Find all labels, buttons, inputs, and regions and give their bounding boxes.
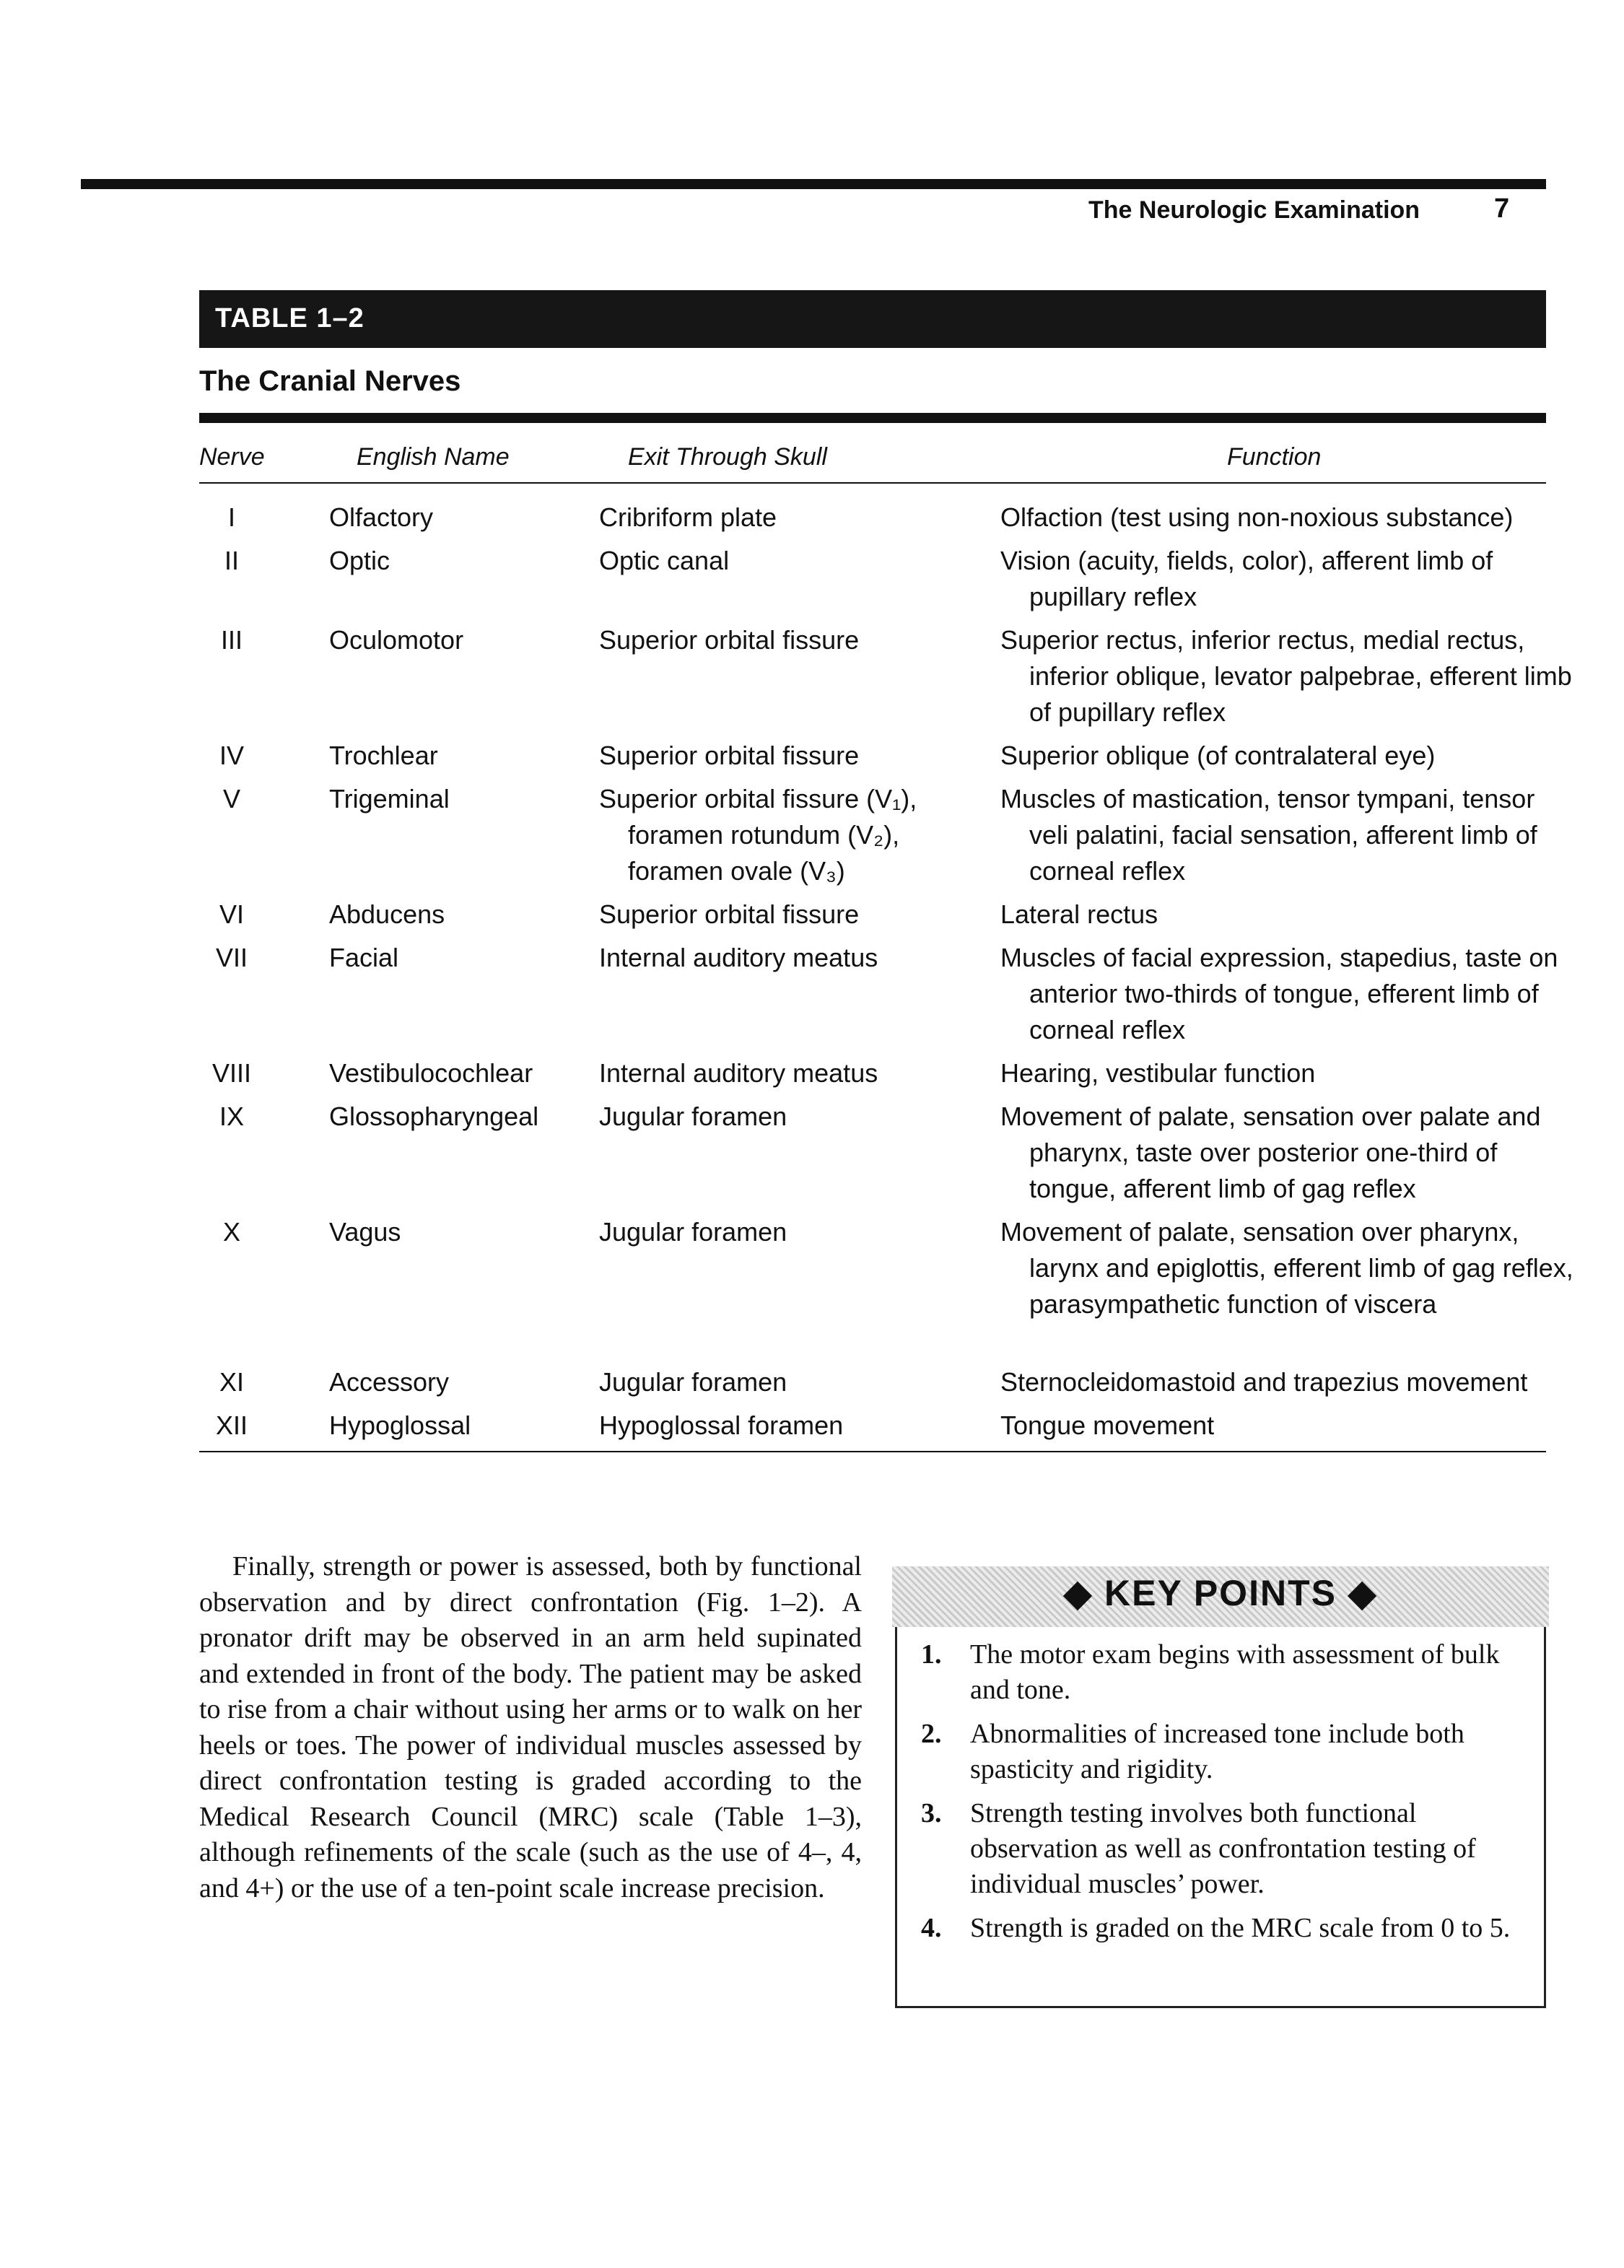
table-head-rule [199,413,1546,423]
key-point-number: 3. [921,1798,942,1828]
nerve-exit: Internal auditory meatus [599,1058,878,1088]
nerve-exit: Superior orbital fissure [599,625,860,655]
nerve-name: Optic [329,546,390,575]
table-banner [199,290,1546,348]
nerve-function: Tongue movement [1000,1410,1215,1440]
nerve-number: IV [219,741,244,770]
nerve-name: Olfactory [329,502,434,532]
nerve-number: XII [215,1410,248,1440]
key-points-list [921,1637,1527,1955]
key-point-number: 1. [921,1639,942,1670]
nerve-number: VIII [211,1058,252,1088]
nerve-number: II [224,546,239,575]
key-point-text: The motor exam begins with assessment of bulk and tone. [970,1639,1500,1705]
nerve-exit: Superior orbital fissure [599,899,860,929]
nerve-function: Superior rectus, inferior rectus, medial rectus, inferior oblique, levator palpebrae, efferent limb of pupillary reflex [1000,625,1572,727]
nerve-function: Muscles of facial expression, stapedius, taste on anterior two-thirds of tongue, efferent limb of corneal reflex [1000,943,1558,1044]
nerve-name: Accessory [329,1367,450,1397]
nerve-name: Vestibulocochlear [329,1058,533,1088]
nerve-function: Olfaction (test using non-noxious substance) [1000,502,1514,532]
nerve-exit: Superior orbital fissure (V₁), foramen rotundum (V₂), foramen ovale (V₃) [599,784,917,886]
nerve-exit: Optic canal [599,546,730,575]
nerve-number: III [220,625,243,655]
key-point-number: 2. [921,1719,942,1749]
nerve-exit: Jugular foramen [599,1217,787,1247]
nerve-name: Oculomotor [329,625,464,655]
key-point-number: 4. [921,1913,942,1943]
table-label: TABLE 1–2 [215,303,364,333]
nerve-name: Trigeminal [329,784,450,814]
table-subhead-rule [199,482,1546,484]
nerve-exit: Jugular foramen [599,1367,787,1397]
nerve-number: XI [219,1367,244,1397]
nerve-number: IX [219,1102,244,1131]
nerve-exit: Superior orbital fissure [599,741,860,770]
key-points-banner [892,1566,1549,1627]
key-point-text: Abnormalities of increased tone include both spasticity and rigidity. [970,1719,1464,1784]
nerve-function: Sternocleidomastoid and trapezius movement [1000,1367,1528,1397]
nerve-name: Glossopharyngeal [329,1102,539,1131]
nerve-name: Facial [329,943,399,972]
nerve-function: Hearing, vestibular function [1000,1058,1316,1088]
nerve-name: Hypoglossal [329,1410,471,1440]
body-paragraph: Finally, strength or power is assessed, both by functional observation and by direct confrontation (Fig. 1–2). A pronator drift may be observed in an arm held supinated and extended in front of the body. The patient may be asked to rise from a chair without using her arms or to walk on her heels or toes. The power of individual muscles assessed by direct confrontation testing is graded according to the Medical Research Council (MRC) scale (Table 1–3), although refinements of the scale (such as the use of 4–, 4, and 4+) or the use of a ten-point scale increase precision. [199,1551,862,1903]
key-point [921,1717,1527,1787]
running-title: The Neurologic Examination [1088,196,1420,224]
key-point-text: Strength testing involves both functional observation as well as confrontation testing of individual muscles’ power. [970,1798,1476,1899]
nerve-number: I [227,502,235,532]
nerve-name: Abducens [329,899,445,929]
nerve-number: X [222,1217,240,1247]
key-point [921,1911,1527,1946]
page-number: 7 [1494,193,1510,224]
nerve-number: VI [219,899,244,929]
nerve-number: VII [215,943,248,972]
nerve-function: Superior oblique (of contralateral eye) [1000,741,1436,770]
column-header-function: Function [1227,443,1322,471]
key-point [921,1637,1527,1708]
key-point [921,1796,1527,1902]
nerve-function: Movement of palate, sensation over pharynx, larynx and epiglottis, efferent limb of gag reflex, parasympathetic function of viscera [1000,1217,1573,1319]
nerve-exit: Hypoglossal foramen [599,1410,844,1440]
table-title: The Cranial Nerves [199,365,461,397]
nerve-number: V [222,784,240,814]
nerve-function: Vision (acuity, fields, color), afferent limb of pupillary reflex [1000,546,1493,611]
column-header-exit: Exit Through Skull [628,443,827,471]
nerve-name: Trochlear [329,741,438,770]
nerve-name: Vagus [329,1217,401,1247]
header-rule [81,179,1546,189]
column-header-nerve: Nerve [199,443,265,471]
nerve-exit: Internal auditory meatus [599,943,878,972]
nerve-exit: Cribriform plate [599,502,777,532]
column-header-english-name: English Name [357,443,510,471]
table-bottom-rule [199,1451,1546,1452]
key-points-title: ◆ KEY POINTS ◆ [1063,1573,1378,1613]
nerve-function: Muscles of mastication, tensor tympani, tensor veli palatini, facial sensation, afferent limb of corneal reflex [1000,784,1537,886]
key-point-text: Strength is graded on the MRC scale from 0 to 5. [970,1913,1511,1943]
nerve-exit: Jugular foramen [599,1102,787,1131]
nerve-function: Movement of palate, sensation over palate and pharynx, taste over posterior one-third of tongue, afferent limb of gag reflex [1000,1102,1541,1203]
nerve-function: Lateral rectus [1000,899,1158,929]
